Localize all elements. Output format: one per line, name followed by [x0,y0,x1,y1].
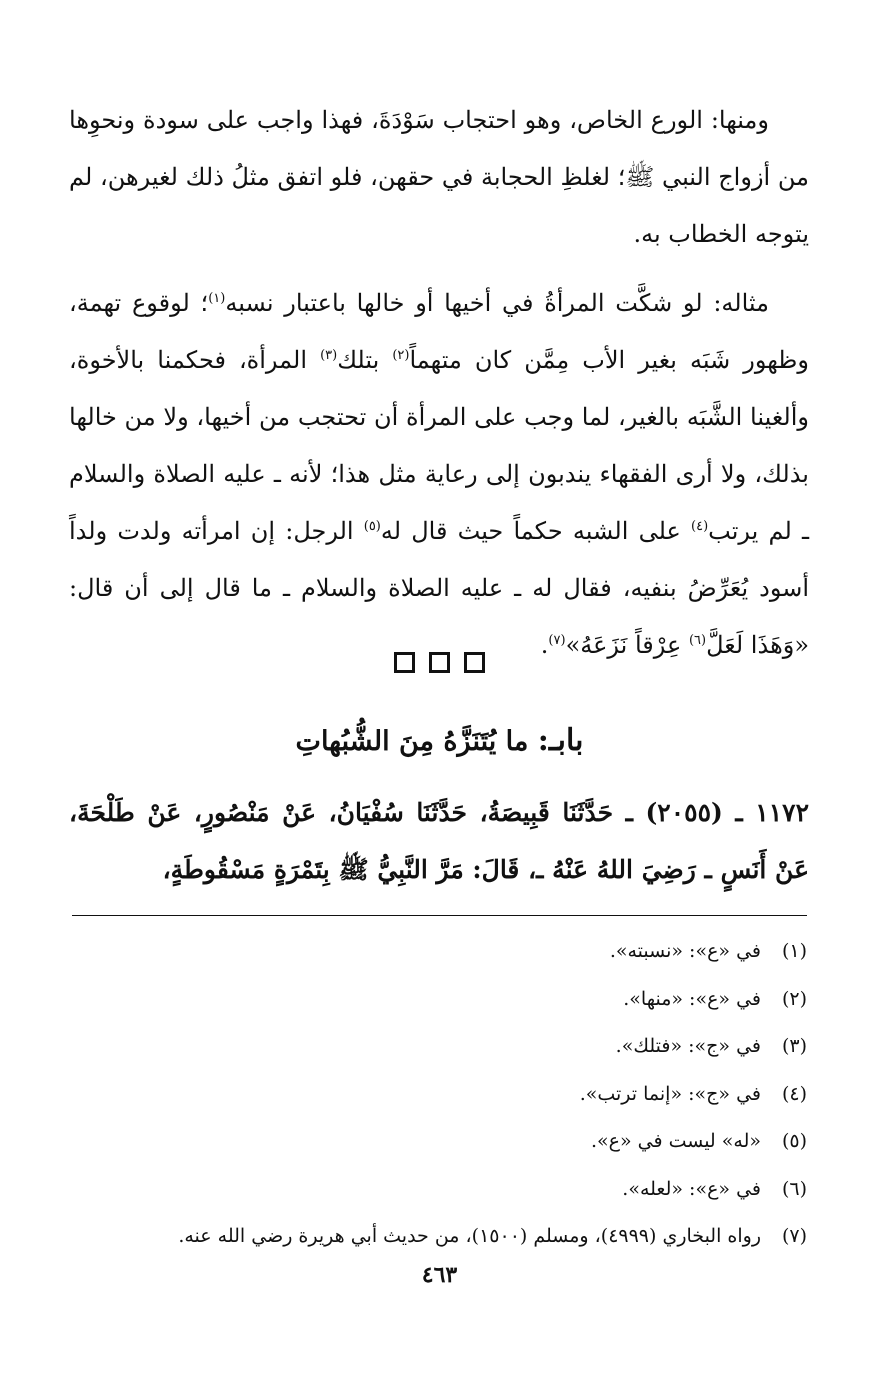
chapter-label: بابـ: [537,723,584,758]
footnote-text: في «ع»: «لعله». [622,1177,761,1200]
footnote-number: (٤) [781,1082,807,1105]
footnote-ref-5: (٥) [363,519,381,534]
separator-square-icon [429,652,450,673]
separator-square-icon [394,652,415,673]
footnote-number: (١) [781,940,807,962]
separator-square-icon [464,652,485,673]
footnote-number: (٣) [781,1035,807,1057]
page-number: ٤٦٣ [421,1262,458,1288]
footnote-text: في «ع»: «منها». [623,987,761,1010]
footnote-ref-3: (٣) [320,348,338,363]
footnote-number: (٦) [781,1177,807,1200]
paragraph-2-part-h: . [540,631,549,659]
paragraph-2-part-g: عِرْقاً نَزَعَهُ» [565,631,689,659]
chapter-heading [0,716,879,767]
footnote-text: «له» ليست في «ع». [590,1130,761,1152]
paragraph-2-part-d: المرأة، فحكمنا بالأخوة، وألغينا الشَّبَه بالغير، لما وجب على المرأة أن تحتجب من أخيها، ولا من خالها بذلك، ولا أرى الفقهاء يندبون إلى رعاية مثل هذا؛ لأنه ـ عليه الصلاة والسلام ـ لم يرتب [69,346,810,545]
footnote-ref-4: (٤) [691,519,709,534]
footnote-divider [72,915,807,916]
paragraph-2-part-f: الرجل: إن امرأته ولدت ولداً أسود يُعَرِّضُ بنفيه، فقال له ـ عليه الصلاة والسلام ـ ما قال إلى أن قال: «وَهَذَا لَعَلَّ [69,517,809,659]
hadith-text [69,784,809,898]
footnote-item [67,1166,807,1214]
footnote-item [67,976,807,1024]
section-separator [0,652,879,673]
footnotes [67,928,807,1261]
footnote-item [67,1023,807,1071]
main-text [69,92,809,674]
footnote-ref-2: (٢) [392,348,410,363]
paragraph-2-part-a: مثاله: لو شكَّت المرأةُ في أخيها أو خالها باعتبار نسبه [225,289,769,317]
footnote-number: (٧) [781,1225,807,1247]
footnote-ref-7: (٧) [548,633,566,648]
footnote-item [67,1071,807,1119]
footnote-number: (٢) [781,987,807,1010]
footnote-number: (٥) [781,1130,807,1152]
hadith-paragraph: ١١٧٢ ـ (٢٠٥٥) ـ حَدَّثَنَا قَبِيصَةُ، حَدَّثَنَا سُفْيَانُ، عَنْ مَنْصُورٍ، عَنْ طَلْحَةَ، عَنْ أَنَسٍ ـ رَضِيَ اللهُ عَنْهُ ـ، قَالَ: مَرَّ النَّبِيُّ ﷺ بِتَمْرَةٍ مَسْقُوطَةٍ، [69,798,810,884]
paragraph-2 [69,275,809,674]
footnote-item [67,928,807,976]
footnote-text: في «ع»: «نسبته». [609,940,761,962]
chapter-title-text: ما يُتَنَزَّهُ مِنَ الشُّبُهاتِ [295,726,538,757]
footnote-ref-1: (١) [208,291,226,306]
footnote-text: رواه البخاري (٤٩٩٩)، ومسلم (١٥٠٠)، من حديث أبي هريرة رضي الله عنه. [178,1225,761,1247]
footnote-item [67,1213,807,1261]
paragraph-2-part-b: ؛ لوقوع تهمة، وظهور شَبَه بغير الأب مِمَّن كان متهماً [69,289,809,374]
paragraph-2-part-c: بتلك [337,346,393,374]
footnote-ref-6: (٦) [688,633,707,648]
footnote-item [67,1118,807,1166]
footnote-text: في «ج»: «فتلك». [615,1035,761,1057]
footnote-text: في «ج»: «إنما ترتب». [579,1082,761,1105]
paragraph-2-part-e: على الشبه حكماً حيث قال له [380,517,692,545]
paragraph-1: ومنها: الورع الخاص، وهو احتجاب سَوْدَةَ، فهذا واجب على سودة ونحوِها من أزواج النبي ﷺ؛ لغلظِ الحجابة في حقهن، فلو اتفق مثلُ ذلك لغيرهن، لم يتوجه الخطاب به. [69,106,809,248]
